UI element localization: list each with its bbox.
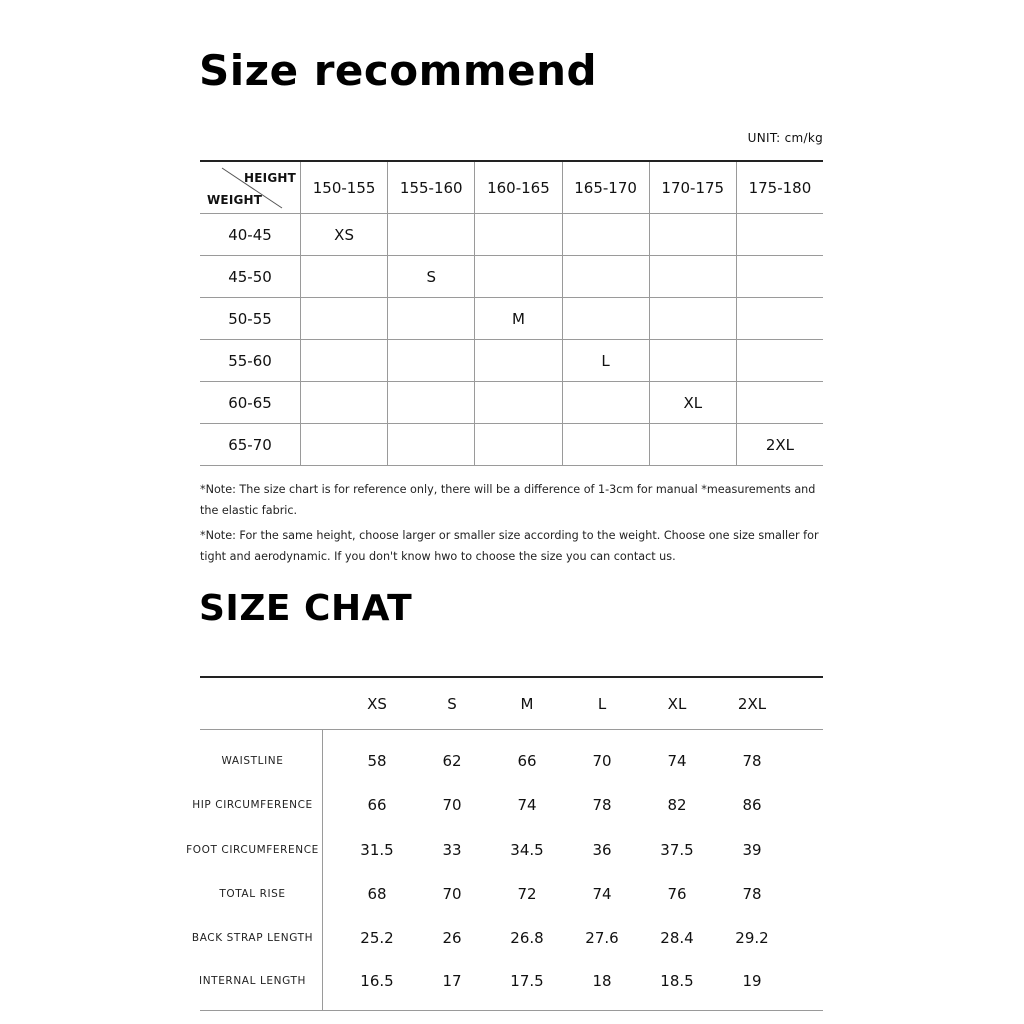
note-text: *Note: For the same height, choose larger or smaller size according to the weight. Choose one size smaller for tight and aerodynamic. If you don't know hwo to choose the size you can contact us.: [200, 529, 819, 563]
recommend-row: [200, 424, 823, 466]
measurement-value: 74: [592, 885, 612, 903]
size-cell: [650, 298, 737, 339]
measurement-label: BACK STRAP LENGTH: [191, 932, 314, 944]
height-axis-label: HEIGHT: [244, 171, 296, 185]
recommend-row: [200, 256, 823, 298]
measurement-value: 28.4: [660, 929, 694, 947]
measurement-value: 66: [367, 796, 387, 814]
size-cell: [650, 214, 737, 255]
size-cell: [563, 256, 650, 297]
measurement-row: [0, 752, 1024, 772]
measurement-value: 26.8: [510, 929, 544, 947]
measurement-value: 36: [592, 841, 612, 859]
measurement-row: [0, 929, 1024, 949]
recommend-row: [200, 340, 823, 382]
measurement-value: 74: [667, 752, 687, 770]
measurement-value: 18.5: [660, 972, 694, 990]
size-cell: [737, 214, 823, 255]
chart-header-rule: [200, 729, 823, 730]
weight-axis-label: WEIGHT: [207, 193, 263, 207]
size-cell: [301, 382, 388, 423]
size-cell: [301, 424, 388, 465]
size-cell: [475, 256, 562, 297]
recommend-row: [200, 214, 823, 256]
size-cell: [563, 424, 650, 465]
size-column-header: M: [520, 695, 534, 713]
weight-label: 55-60: [200, 340, 301, 381]
measurement-label: TOTAL RISE: [219, 888, 286, 900]
size-column-header: S: [447, 695, 457, 713]
size-cell: [563, 382, 650, 423]
size-cell: [388, 382, 475, 423]
weight-label: 45-50: [200, 256, 301, 297]
size-cell: [388, 424, 475, 465]
height-header: 160-165: [475, 162, 562, 213]
measurement-value: 18: [592, 972, 612, 990]
measurement-row: [0, 885, 1024, 905]
size-cell: [737, 382, 823, 423]
size-cell: [475, 214, 562, 255]
weight-label: 60-65: [200, 382, 301, 423]
measurement-label: FOOT CIRCUMFERENCE: [186, 844, 319, 856]
size-cell: XS: [301, 214, 388, 255]
notes: [200, 479, 830, 571]
measurement-value: 86: [742, 796, 762, 814]
height-header: 150-155: [301, 162, 388, 213]
measurement-label: INTERNAL LENGTH: [199, 975, 306, 987]
size-recommend-table: [200, 160, 823, 466]
measurement-value: 16.5: [360, 972, 394, 990]
measurement-value: 62: [442, 752, 462, 770]
size-cell: [388, 340, 475, 381]
size-cell: [475, 382, 562, 423]
measurement-value: 33: [442, 841, 462, 859]
size-column-header: XS: [367, 695, 387, 713]
measurement-value: 72: [517, 885, 537, 903]
measurement-value: 68: [367, 885, 387, 903]
size-cell: [650, 340, 737, 381]
corner-cell: [200, 162, 301, 213]
recommend-row: [200, 298, 823, 340]
note-text: *Note: The size chart is for reference only, there will be a difference of 1-3cm for manual *measurements and the elastic fabric.: [200, 483, 816, 517]
size-cell: [563, 298, 650, 339]
size-chart-title: SIZE CHAT: [199, 588, 413, 629]
measurement-row: [0, 972, 1024, 992]
weight-label: 40-45: [200, 214, 301, 255]
size-cell: M: [475, 298, 562, 339]
size-column-header: XL: [667, 695, 687, 713]
height-header: 165-170: [563, 162, 650, 213]
size-cell: XL: [650, 382, 737, 423]
measurement-value: 39: [742, 841, 762, 859]
chart-column-divider: [322, 730, 323, 1010]
weight-label: 50-55: [200, 298, 301, 339]
measurement-value: 82: [667, 796, 687, 814]
measurement-value: 70: [592, 752, 612, 770]
size-cell: S: [388, 256, 475, 297]
measurement-value: 76: [667, 885, 687, 903]
measurement-value: 27.6: [585, 929, 619, 947]
measurement-value: 17: [442, 972, 462, 990]
size-cell: [737, 298, 823, 339]
measurement-value: 78: [742, 752, 762, 770]
recommend-row: [200, 382, 823, 424]
measurement-value: 34.5: [510, 841, 544, 859]
measurement-value: 37.5: [660, 841, 694, 859]
weight-label: 65-70: [200, 424, 301, 465]
measurement-value: 25.2: [360, 929, 394, 947]
size-cell: [475, 340, 562, 381]
measurement-value: 70: [442, 796, 462, 814]
measurement-value: 78: [592, 796, 612, 814]
measurement-label: WAISTLINE: [221, 755, 284, 767]
size-cell: [388, 214, 475, 255]
size-recommend-title: Size recommend: [199, 46, 598, 95]
size-cell: L: [563, 340, 650, 381]
size-cell: [650, 424, 737, 465]
measurement-row: [0, 796, 1024, 816]
recommend-body: [200, 214, 823, 466]
measurement-value: 74: [517, 796, 537, 814]
height-header: 155-160: [388, 162, 475, 213]
measurement-value: 58: [367, 752, 387, 770]
size-cell: [301, 256, 388, 297]
measurement-value: 26: [442, 929, 462, 947]
size-cell: [650, 256, 737, 297]
chart-top-rule: [200, 676, 823, 678]
height-header: 175-180: [748, 178, 812, 197]
measurement-value: 66: [517, 752, 537, 770]
measurement-row: [0, 841, 1024, 861]
height-header: 170-175: [650, 162, 737, 213]
measurement-value: 70: [442, 885, 462, 903]
measurement-value: 19: [742, 972, 762, 990]
size-cell: [388, 298, 475, 339]
size-cell: 2XL: [765, 435, 795, 454]
measurement-value: 31.5: [360, 841, 394, 859]
measurement-value: 29.2: [735, 929, 769, 947]
size-chart-header: [0, 695, 1024, 715]
measurement-label: HIP CIRCUMFERENCE: [192, 799, 313, 811]
size-column-header: L: [597, 695, 607, 713]
chart-bottom-rule: [200, 1010, 823, 1011]
size-cell: [475, 424, 562, 465]
recommend-header-row: [200, 162, 823, 214]
size-column-header: 2XL: [737, 695, 767, 713]
size-cell: [737, 340, 823, 381]
measurement-value: 17.5: [510, 972, 544, 990]
size-cell: [301, 298, 388, 339]
size-cell: [737, 256, 823, 297]
size-cell: [563, 214, 650, 255]
unit-label: UNIT: cm/kg: [747, 131, 823, 145]
size-cell: [301, 340, 388, 381]
measurement-value: 78: [742, 885, 762, 903]
